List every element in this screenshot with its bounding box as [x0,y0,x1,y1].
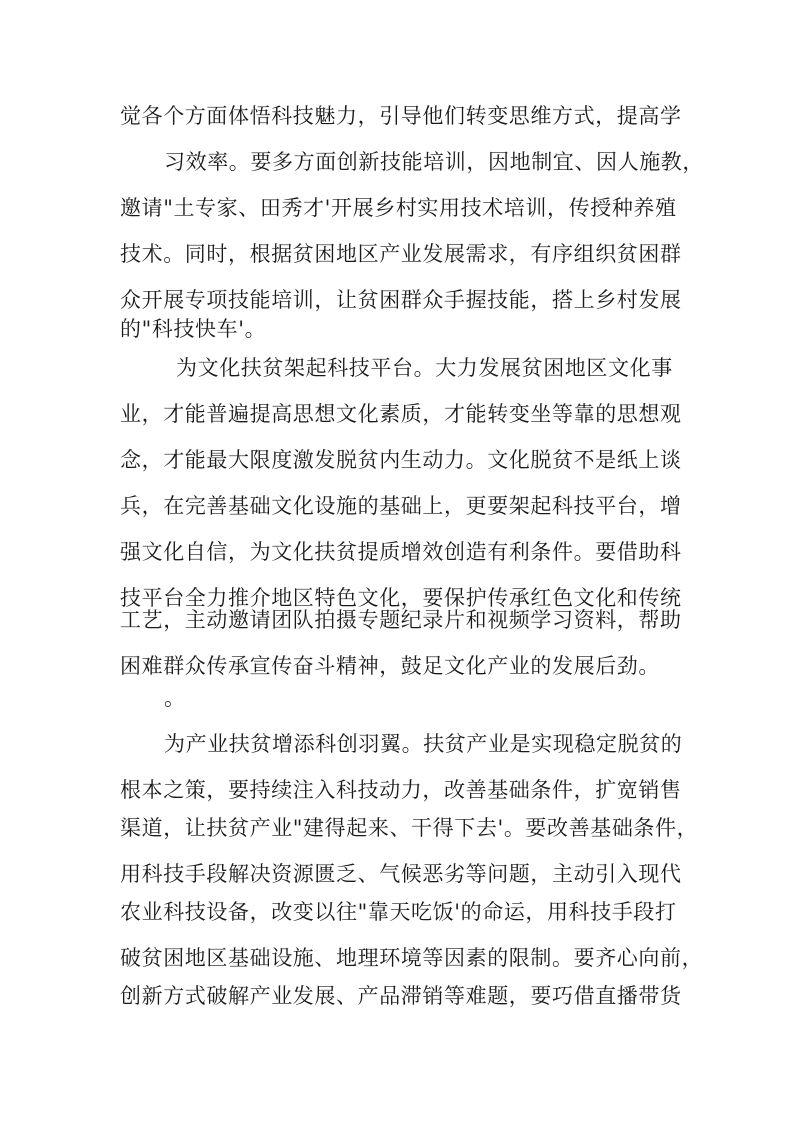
text-line: 技平台全力推介地区特色文化，要保护传承红色文化和传统 [120,586,682,610]
text-line: 创新方式破解产业发展、产品滞销等难题，要巧借直播带货 [120,984,682,1008]
text-line: 困难群众传承宣传奋斗精神，鼓足文化产业的发展后劲。 [120,654,660,678]
text-line: 用科技手段解决资源匮乏、气候恶劣等问题，主动引入现代 [120,862,682,886]
text-line: 兵，在完善基础文化设施的基础上，更要架起科技平台，增 [120,494,682,518]
text-line: 根本之策，要持续注入科技动力，改善基础条件，扩宽销售 [120,778,682,802]
text-line: 破贫困地区基础设施、地理环境等因素的限制。要齐心向前， [120,946,704,970]
text-line: 众开展专项技能培训，让贫困群众手握技能，搭上乡村发展 [120,288,682,312]
paragraph-heading-culture: 为文化扶贫架起科技平台。大力发展贫困地区文化事 [176,356,673,380]
text-line: 渠道，让扶贫产业"建得起来、干得下去'。要改善基础条件， [120,816,699,840]
text-line: 工艺，主动邀请团队拍摄专题纪录片和视频学习资料，帮助 [120,608,682,632]
text-line: 习效率。要多方面创新技能培训，因地制宜、因人施教， [164,150,704,174]
stray-period: 。 [164,686,186,710]
paragraph-heading-industry: 为产业扶贫增添科创羽翼。扶贫产业是实现稳定脱贫的 [164,732,683,756]
text-line: 技术。同时，根据贫困地区产业发展需求，有序组织贫困群 [120,242,682,266]
text-line: 业，才能普遍提高思想文化素质，才能转变坐等靠的思想观 [120,402,682,426]
text-line: 觉各个方面体悟科技魅力，引导他们转变思维方式，提高学 [120,104,682,128]
text-line: 念，才能最大限度激发脱贫内生动力。文化脱贫不是纸上谈 [120,448,682,472]
text-line: 的"科技快车'。 [120,317,267,341]
text-line: 强文化自信，为文化扶贫提质增效创造有利条件。要借助科 [120,540,682,564]
text-line: 农业科技设备，改变以往"靠天吃饭'的命运，用科技手段打 [120,900,677,924]
text-line: 邀请"土专家、田秀才'开展乡村实用技术培训，传授种养殖 [120,196,677,220]
